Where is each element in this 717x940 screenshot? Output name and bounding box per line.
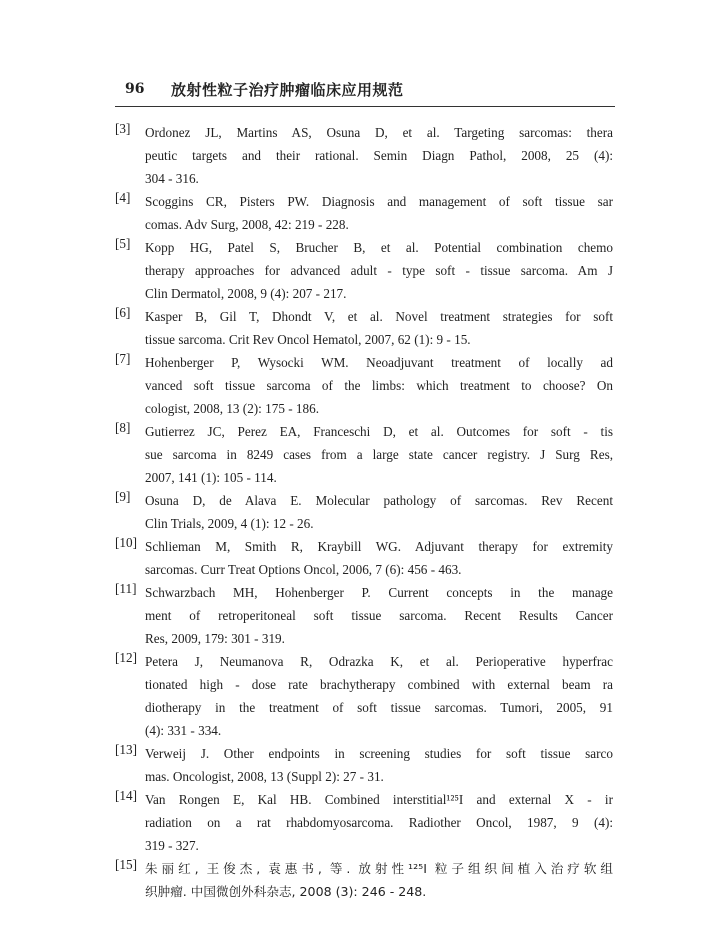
reference-line: therapy approaches for advanced adult - type soft - tissue sarcoma. Am J	[145, 263, 613, 278]
reference-line: Schwarzbach MH, Hohenberger P. Current concepts in the manage	[145, 585, 613, 600]
reference-number: [13]	[115, 742, 137, 757]
reference-item	[115, 581, 613, 650]
reference-line: (4): 331 - 334.	[145, 723, 222, 738]
reference-line: 2007, 141 (1): 105 - 114.	[145, 470, 277, 485]
reference-line: Clin Dermatol, 2008, 9 (4): 207 - 217.	[145, 286, 347, 301]
reference-item	[115, 305, 613, 351]
reference-number: [14]	[115, 788, 137, 803]
reference-line: Van Rongen E, Kal HB. Combined interstitial¹²⁵I and external X - ir	[145, 792, 613, 807]
reference-number: [10]	[115, 535, 137, 550]
reference-line: ment of retroperitoneal soft tissue sarcoma. Recent Results Cancer	[145, 608, 613, 623]
reference-text	[145, 489, 613, 535]
reference-text	[145, 788, 613, 857]
reference-line: Hohenberger P, Wysocki WM. Neoadjuvant treatment of locally ad	[145, 355, 613, 370]
reference-line: vanced soft tissue sarcoma of the limbs: which treatment to choose? On	[145, 378, 613, 393]
reference-line: sarcomas. Curr Treat Options Oncol, 2006, 7 (6): 456 - 463.	[145, 562, 462, 577]
reference-text	[145, 650, 613, 742]
reference-line: sue sarcoma in 8249 cases from a large state cancer registry. J Surg Res,	[145, 447, 613, 462]
reference-item	[115, 535, 613, 581]
reference-item	[115, 236, 613, 305]
reference-line: Clin Trials, 2009, 4 (1): 12 - 26.	[145, 516, 314, 531]
reference-number: [5]	[115, 236, 131, 251]
reference-text	[145, 742, 613, 788]
reference-line: Verweij J. Other endpoints in screening studies for soft tissue sarco	[145, 746, 613, 761]
reference-item	[115, 420, 613, 489]
reference-line: peutic targets and their rational. Semin Diagn Pathol, 2008, 25 (4):	[145, 148, 613, 163]
reference-item	[115, 489, 613, 535]
reference-item	[115, 788, 613, 857]
page-number: 96	[125, 81, 145, 97]
reference-text	[145, 190, 613, 236]
reference-text	[145, 305, 613, 351]
reference-item	[115, 190, 613, 236]
reference-text	[145, 351, 613, 420]
reference-line: 朱丽红, 王俊杰, 袁惠书, 等. 放射性¹²⁵I 粒子组织间植入治疗软组	[145, 861, 613, 876]
reference-line: comas. Adv Surg, 2008, 42: 219 - 228.	[145, 217, 349, 232]
reference-number: [7]	[115, 351, 131, 366]
reference-item	[115, 351, 613, 420]
reference-list	[115, 121, 613, 903]
reference-line: 织肿瘤. 中国微创外科杂志, 2008 (3): 246 - 248.	[145, 884, 427, 899]
reference-number: [11]	[115, 581, 137, 596]
reference-line: Scoggins CR, Pisters PW. Diagnosis and management of soft tissue sar	[145, 194, 613, 209]
reference-item	[115, 742, 613, 788]
reference-line: 304 - 316.	[145, 171, 199, 186]
reference-line: Petera J, Neumanova R, Odrazka K, et al. Perioperative hyperfrac	[145, 654, 613, 669]
reference-number: [4]	[115, 190, 131, 205]
reference-text	[145, 236, 613, 305]
reference-text	[145, 857, 613, 903]
reference-number: [3]	[115, 121, 131, 136]
reference-line: Schlieman M, Smith R, Kraybill WG. Adjuvant therapy for extremity	[145, 539, 613, 554]
reference-line: Res, 2009, 179: 301 - 319.	[145, 631, 285, 646]
reference-line: Ordonez JL, Martins AS, Osuna D, et al. Targeting sarcomas: thera	[145, 125, 613, 140]
reference-line: cologist, 2008, 13 (2): 175 - 186.	[145, 401, 319, 416]
reference-number: [15]	[115, 857, 137, 872]
running-header	[115, 76, 615, 106]
running-title: 放射性粒子治疗肿瘤临床应用规范	[171, 81, 404, 99]
reference-item	[115, 121, 613, 190]
reference-text	[145, 420, 613, 489]
reference-line: Osuna D, de Alava E. Molecular pathology of sarcomas. Rev Recent	[145, 493, 613, 508]
reference-text	[145, 535, 613, 581]
reference-line: tionated high - dose rate brachytherapy combined with external beam ra	[145, 677, 613, 692]
reference-number: [6]	[115, 305, 131, 320]
reference-text	[145, 581, 613, 650]
reference-line: Gutierrez JC, Perez EA, Franceschi D, et al. Outcomes for soft - tis	[145, 424, 613, 439]
reference-line: diotherapy in the treatment of soft tissue sarcomas. Tumori, 2005, 91	[145, 700, 613, 715]
reference-item	[115, 650, 613, 742]
reference-text	[145, 121, 613, 190]
reference-line: 319 - 327.	[145, 838, 199, 853]
reference-item	[115, 857, 613, 903]
reference-line: mas. Oncologist, 2008, 13 (Suppl 2): 27 - 31.	[145, 769, 384, 784]
reference-number: [12]	[115, 650, 137, 665]
reference-line: Kopp HG, Patel S, Brucher B, et al. Potential combination chemo	[145, 240, 613, 255]
reference-line: Kasper B, Gil T, Dhondt V, et al. Novel treatment strategies for soft	[145, 309, 613, 324]
reference-line: radiation on a rat rhabdomyosarcoma. Radiother Oncol, 1987, 9 (4):	[145, 815, 613, 830]
reference-number: [8]	[115, 420, 131, 435]
header-rule	[115, 106, 615, 107]
reference-number: [9]	[115, 489, 131, 504]
reference-line: tissue sarcoma. Crit Rev Oncol Hematol, 2007, 62 (1): 9 - 15.	[145, 332, 471, 347]
